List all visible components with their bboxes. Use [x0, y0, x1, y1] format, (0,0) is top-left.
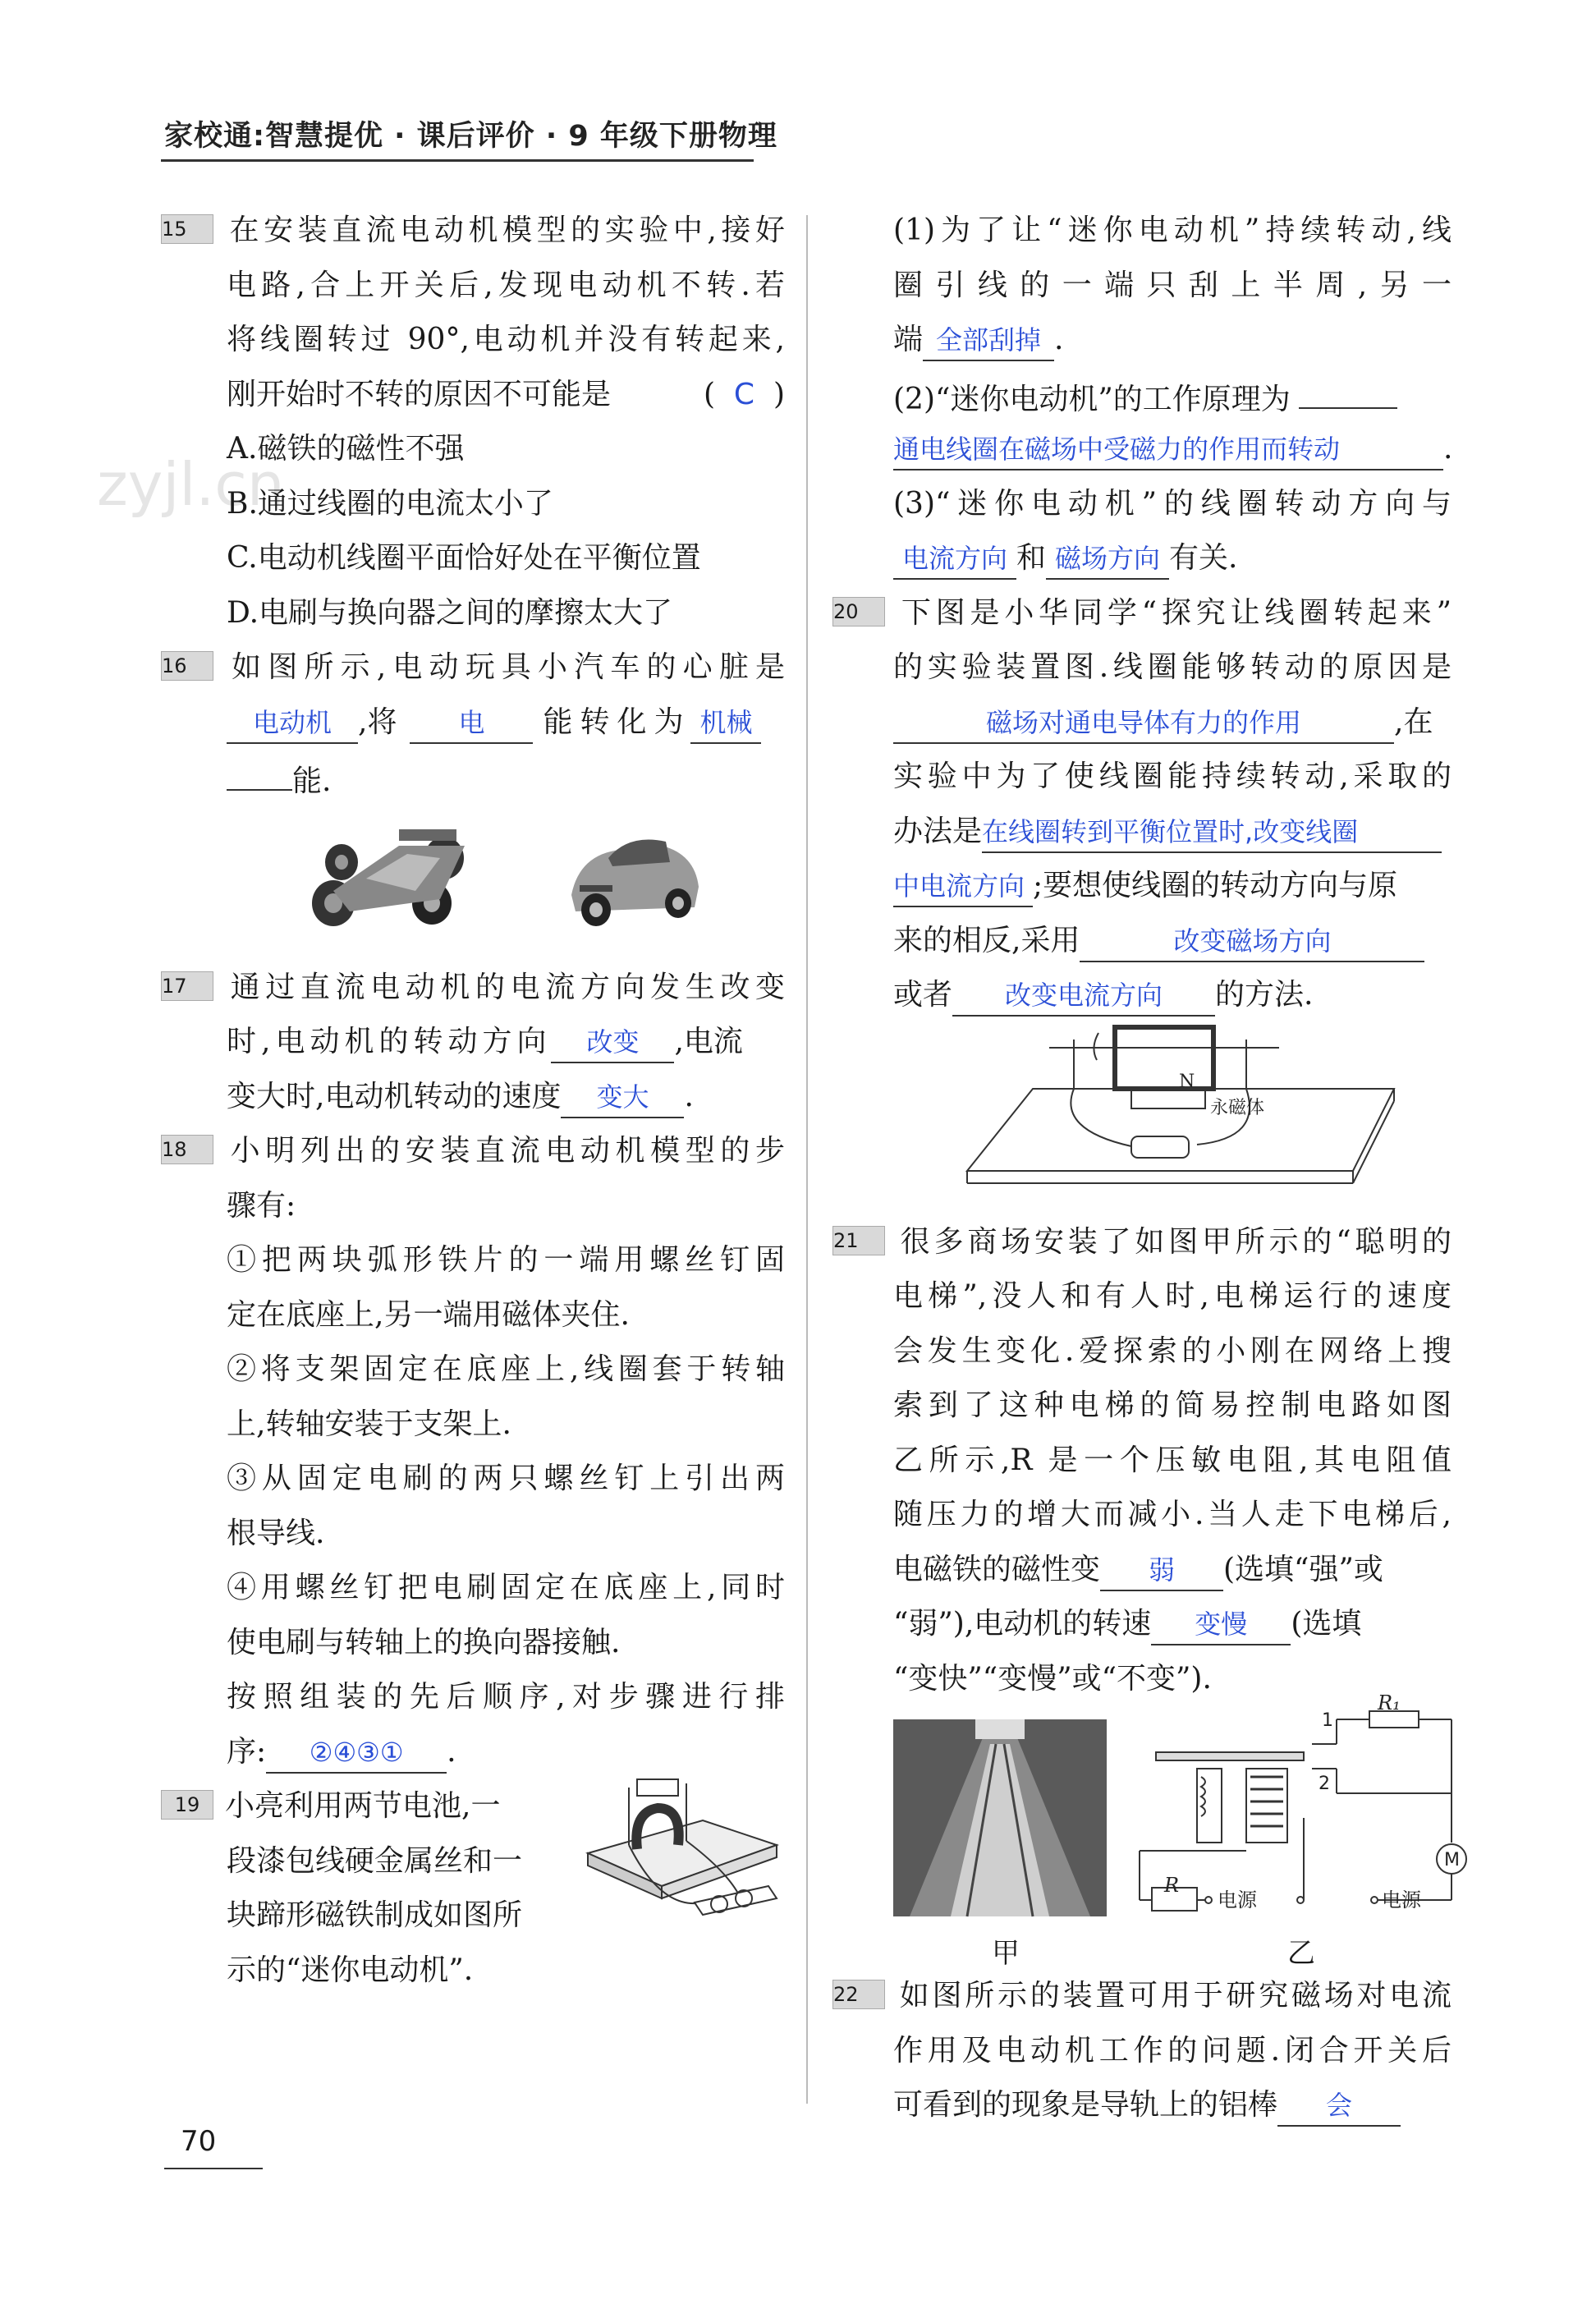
option-a: A.磁铁的磁性不强 — [227, 432, 465, 466]
part-3-text: 有关. — [1169, 541, 1238, 575]
motor-label: M — [1444, 1850, 1460, 1870]
question-text: ;要想使线圈的转动方向与原 — [1033, 869, 1398, 902]
answer-blank: 变慢 — [1151, 1604, 1291, 1645]
answer-blank: 中电流方向 — [893, 866, 1033, 907]
step-1: 定在底座上,另一端用磁体夹住. — [227, 1297, 630, 1332]
question-text: 示的“迷你电动机”. — [227, 1953, 474, 1987]
question-text: 变大时,电动机转动的速度 — [227, 1079, 562, 1113]
option-d: D.电刷与换向器之间的摩擦太大了 — [227, 595, 673, 630]
answer-blank: 通电线圈在磁场中受磁力的作用而转动 — [893, 429, 1443, 470]
contact-2-label: 2 — [1319, 1774, 1330, 1794]
elevator-figures — [893, 1691, 1460, 1970]
question-17 — [161, 961, 785, 1125]
race-car-image — [300, 813, 481, 936]
question-text: 来的相反,采用 — [893, 923, 1080, 957]
power-source-2-label: 电源 — [1382, 1889, 1421, 1912]
answer-blank: 在线圈转到平衡位置时,改变线圈 — [982, 812, 1442, 853]
question-text: 刚开始时不转的原因不可能是 — [227, 377, 612, 411]
question-text: 能. — [292, 764, 332, 798]
question-text: 实验中为了使线圈能持续转动,采取的 — [893, 760, 1452, 793]
step-3: 根导线. — [227, 1516, 325, 1550]
page-number: 70 — [181, 2125, 217, 2158]
answer-blank: 变大 — [561, 1077, 684, 1118]
answer-blank: ②④③① — [266, 1733, 447, 1774]
question-text: . — [684, 1079, 694, 1113]
power-source-1-label: 电源 — [1218, 1889, 1257, 1912]
question-21 — [832, 1215, 1460, 1970]
question-text: 可看到的现象是导轨上的铝棒 — [893, 2088, 1278, 2122]
question-number: 20 — [832, 597, 885, 626]
answer-blank: 机械 — [690, 703, 761, 744]
question-text: 能转化为 — [543, 705, 691, 739]
question-text: 随压力的增大而减小.当人走下电梯后, — [893, 1498, 1452, 1531]
question-text: 电梯”,没人和有人时,电梯运行的速度 — [893, 1279, 1452, 1313]
question-text: 的实验装置图.线圈能够转动的原因是 — [893, 650, 1452, 684]
part-1-text: . — [1054, 323, 1064, 356]
question-number: 22 — [832, 1980, 885, 2009]
question-number: 15 — [161, 214, 213, 244]
part-3-text: (3)“迷你电动机”的线圈转动方向与 — [893, 486, 1452, 521]
answer-blank: 改变电流方向 — [952, 975, 1215, 1017]
control-circuit-diagram — [1140, 1691, 1468, 1925]
question-20 — [832, 586, 1452, 1187]
answer-blank: 会 — [1277, 2086, 1401, 2127]
escalator-photo — [893, 1719, 1107, 1916]
answer-blank: 磁场方向 — [1046, 539, 1169, 580]
contact-1-label: 1 — [1322, 1710, 1333, 1731]
figure-caption-jia: 甲 — [992, 1937, 1020, 1970]
question-text: 下图是小华同学“探究让线圈转起来” — [897, 595, 1452, 630]
part-1-text: 端 — [893, 323, 924, 356]
answer-blank: 磁场对通电导体有力的作用 — [893, 703, 1394, 744]
watermark: zyjl.cn — [97, 450, 285, 519]
answer-blank: 全部刮掉 — [923, 320, 1054, 361]
answer-blank — [1299, 368, 1397, 409]
question-text: 或者 — [893, 978, 953, 1012]
question-22 — [832, 1969, 1452, 2133]
question-text: 将线圈转过 90°,电动机并没有转起来, — [227, 323, 785, 356]
question-number: 17 — [161, 971, 213, 1001]
left-column — [161, 204, 785, 1998]
step-4: 使电刷与转轴上的换向器接触. — [227, 1625, 621, 1659]
question-text: “弱”),电动机的转速 — [893, 1607, 1152, 1641]
right-column — [833, 204, 1460, 2133]
step-2: ②将支架固定在底座上,线圈套于转轴 — [227, 1352, 785, 1386]
question-text: 乙所示,R 是一个压敏电阻,其电阻值 — [893, 1443, 1452, 1477]
part-2-text: (2)“迷你电动机”的工作原理为 — [893, 382, 1291, 416]
question-text: 通过直流电动机的电流方向发生改变 — [225, 970, 785, 1004]
question-text: 索到了这种电梯的简易控制电路如图 — [893, 1388, 1452, 1422]
question-text: 段漆包线硬金属丝和一 — [227, 1843, 523, 1878]
question-text: 如图所示的装置可用于研究磁场对电流 — [897, 1979, 1452, 2013]
question-text: 办法是 — [893, 814, 983, 848]
answer-blank: 改变 — [551, 1022, 674, 1063]
question-15 — [161, 204, 785, 640]
question-text: “变快”“变慢”或“不变”). — [893, 1661, 1212, 1696]
question-text: ,电流 — [674, 1025, 743, 1058]
question-text: 块蹄形磁铁制成如图所 — [227, 1898, 523, 1932]
part-2-text: . — [1443, 432, 1453, 466]
question-text: (选填 — [1291, 1607, 1362, 1641]
step-2: 上,转轴安装于支架上. — [227, 1407, 511, 1441]
question-text: 作用及电动机工作的问题.闭合开关后 — [893, 2033, 1452, 2068]
coil-apparatus-drawing — [967, 1023, 1427, 1187]
question-text: 在安装直流电动机模型的实验中,接好 — [225, 213, 785, 247]
option-b: B.通过线圈的电流太小了 — [227, 486, 553, 521]
toy-car-figures — [161, 805, 785, 961]
step-1: ①把两块弧形铁片的一端用螺丝钉固 — [227, 1243, 785, 1277]
question-text: 小明列出的安装直流电动机模型的步 — [225, 1134, 785, 1168]
question-text: ,将 — [358, 705, 397, 739]
page-header: 家校通:智慧提优 · 课后评价 · 9 年级下册物理 — [164, 120, 777, 153]
r1-label: R₁ — [1378, 1691, 1401, 1714]
answer-blank: 弱 — [1100, 1550, 1223, 1591]
question-text: . — [447, 1734, 456, 1769]
question-text: 按照组装的先后顺序,对步骤进行排 — [227, 1680, 785, 1714]
magnet-n-label: N — [1179, 1071, 1195, 1092]
question-number: 19 — [161, 1790, 213, 1820]
r-label: R — [1164, 1874, 1180, 1897]
magnet-label: 永磁体 — [1210, 1097, 1265, 1118]
question-19-parts — [893, 204, 1452, 586]
answer-blank: 电流方向 — [893, 539, 1016, 580]
answer-bracket: ( C ) — [703, 377, 785, 411]
question-text: 小亮利用两节电池,一 — [225, 1789, 501, 1823]
mini-motor-figure — [580, 1763, 785, 1944]
question-number: 18 — [161, 1135, 213, 1164]
toy-car-image — [563, 821, 703, 936]
question-19 — [161, 1779, 785, 1998]
question-16 — [161, 640, 785, 961]
part-1-text: 圈引线的一端只刮上半周,另一 — [893, 268, 1452, 302]
question-text: 的方法. — [1215, 978, 1314, 1012]
answer-blank: 电动机 — [227, 703, 358, 744]
answer-choice: C — [733, 377, 755, 411]
question-text: 序: — [227, 1734, 267, 1769]
column-divider — [806, 215, 808, 2104]
header-rule — [161, 159, 754, 162]
question-text: ,在 — [1394, 705, 1433, 739]
part-3-text: 和 — [1016, 541, 1047, 575]
question-number: 16 — [161, 651, 213, 681]
figure-caption-yi: 乙 — [1287, 1937, 1315, 1970]
question-number: 21 — [832, 1226, 885, 1255]
question-text: 骤有: — [227, 1188, 296, 1223]
question-text: (选填“强”或 — [1223, 1552, 1383, 1586]
answer-blank: 改变磁场方向 — [1080, 921, 1424, 962]
option-c: C.电动机线圈平面恰好处在平衡位置 — [227, 541, 701, 575]
step-3: ③从固定电刷的两只螺丝钉上引出两 — [227, 1462, 785, 1495]
question-text: 会发生变化.爱探索的小刚在网络上搜 — [893, 1333, 1452, 1368]
step-4: ④用螺丝钉把电刷固定在底座上,同时 — [227, 1571, 785, 1604]
question-text: 电磁铁的磁性变 — [893, 1552, 1101, 1586]
coil-experiment-figure — [893, 1023, 1452, 1187]
question-18 — [161, 1124, 785, 1779]
question-text: 时,电动机的转动方向 — [227, 1025, 552, 1058]
question-text: 很多商场安装了如图甲所示的“聪明的 — [897, 1224, 1452, 1259]
question-text: 如图所示,电动玩具小汽车的心脏是 — [225, 650, 785, 684]
page-number-rule — [164, 2168, 263, 2169]
question-text: 电路,合上开关后,发现电动机不转.若 — [227, 268, 785, 302]
part-1-text: (1)为了让“迷你电动机”持续转动,线 — [893, 213, 1452, 247]
answer-blank — [227, 750, 292, 791]
answer-blank: 电 — [410, 703, 533, 744]
